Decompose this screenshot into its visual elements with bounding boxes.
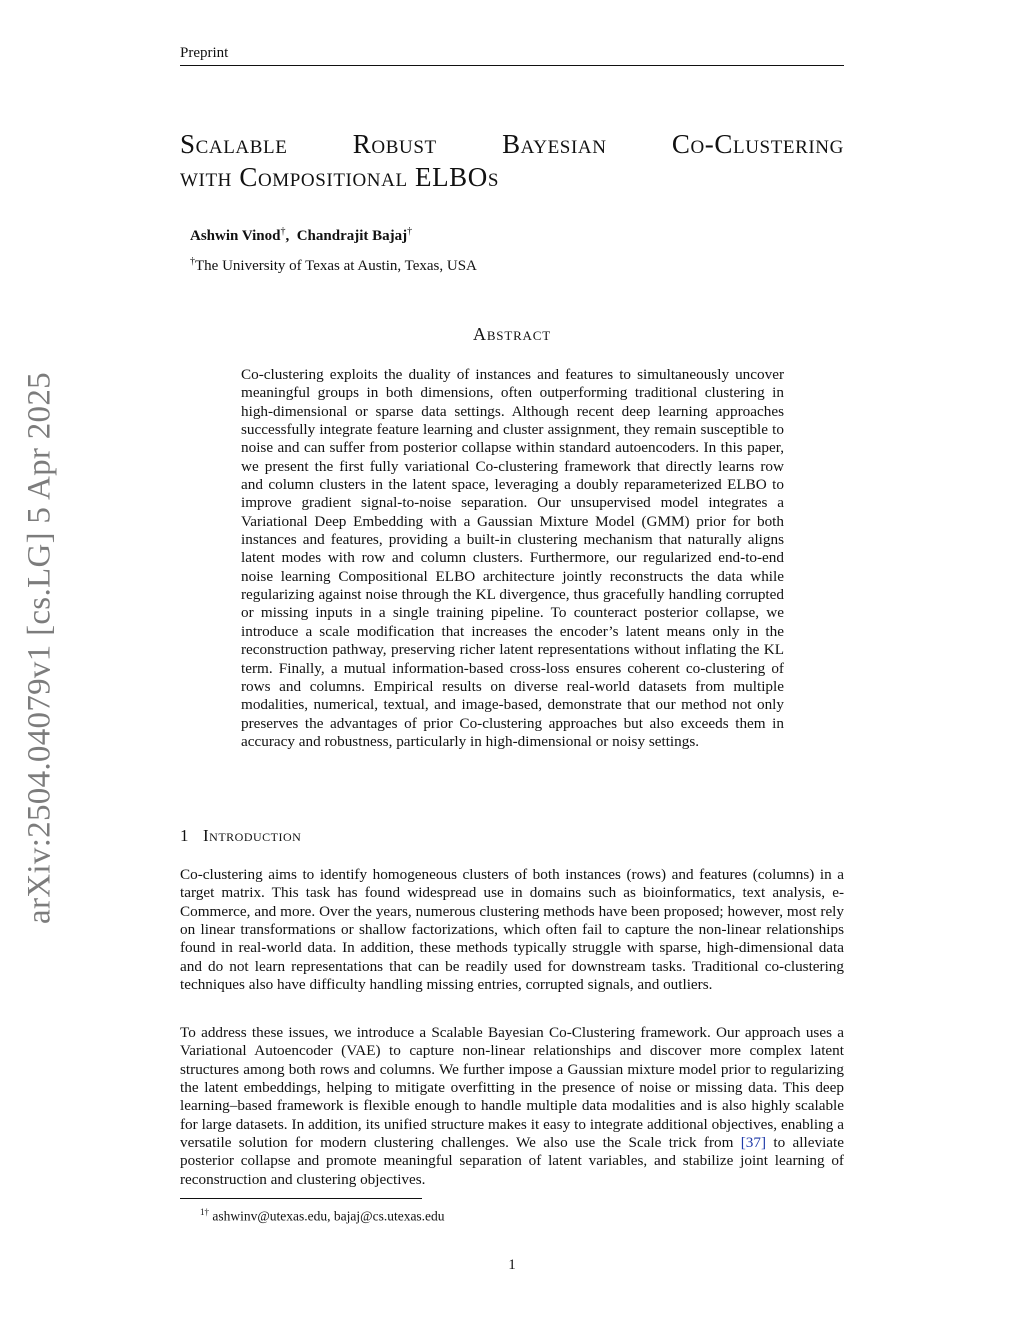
- affiliation: [190, 256, 477, 275]
- paragraph-text: To address these issues, we introduce a Scalable Bayesian Co-Clustering framework. Our approach uses a Variational Autoencoder (VAE) to capture non-linear relationships and discover more complex latent structures among both rows and columns. We further impose a Gaussian mixture model prior to regularizing the latent embeddings, helping to mitigate overfitting in the presence of noise or missing data. This deep learning–based framework is flexible enough to handle multiple data modalities and is also highly scalable for large datasets. In addition, its unified structure makes it easy to integrate additional objectives, enabling a versatile solution for modern clustering challenges. We also use the Scale trick from: [180, 1024, 844, 1152]
- affiliation-mark: †: [280, 226, 286, 237]
- affiliation-mark: †: [407, 226, 413, 237]
- footnote-mark: 1†: [200, 1207, 209, 1217]
- title-word: Scalable: [180, 129, 288, 159]
- abstract-heading: Abstract: [473, 324, 551, 344]
- title-line-1: [180, 128, 844, 161]
- paragraph: Co-clustering aims to identify homogeneous clusters of both instances (rows) and features (columns) in a target matrix. This task has found widespread use in domains such as bioinformatics, text analysis, e-Commerce, and more. Over the years, numerous clustering methods have been proposed; however, most rely on linear transformations or shallow factorizations, which often fail to capture the non-linear relationships found in real-world data. In addition, these methods typically struggle with sparse, high-dimensional data and do not learn representations that can be readily used for downstream tasks. Traditional co-clustering techniques also have difficulty handling missing entries, corrupted signals, and outliers.: [180, 866, 844, 994]
- author-name: Chandrajit Bajaj: [296, 228, 408, 244]
- paragraph: [180, 1024, 844, 1189]
- affiliation-text: The University of Texas at Austin, Texas, USA: [195, 258, 477, 274]
- author-name: Ashwin Vinod: [190, 228, 281, 244]
- paper-title: [180, 128, 844, 194]
- footnote-text: ashwinv@utexas.edu, bajaj@cs.utexas.edu: [212, 1208, 445, 1224]
- title-word: Robust: [352, 129, 437, 159]
- paragraph-text: to alleviate posterior collapse and promote meaningful separation of latent variables, and stabilize joint learning of reconstruction and clustering objectives.: [180, 1134, 844, 1188]
- citation-link[interactable]: [37]: [740, 1134, 767, 1152]
- running-header: Preprint: [180, 44, 844, 66]
- section-title: Introduction: [203, 826, 302, 845]
- arxiv-side-stamp: arXiv:2504.04079v1 [cs.LG] 5 Apr 2025: [21, 372, 58, 924]
- footnote-divider: [180, 1198, 422, 1199]
- title-word: Co-Clustering: [671, 129, 844, 159]
- page-number: 1: [508, 1257, 516, 1273]
- abstract-body: Co-clustering exploits the duality of instances and features to simultaneously uncover meaningful groups in both dimensions, often outperforming traditional clustering in high-dimensional or sparse data settings. Although recent deep learning approaches successfully integrate feature learning and cluster assignment, they remain susceptible to noise and can suffer from posterior collapse within standard autoencoders. In this paper, we present the first fully variational Co-clustering framework that directly learns row and column clusters in the latent space, leveraging a doubly reparameterized ELBO to improve gradient signal-to-noise separation. Our unsupervised model integrates a Variational Deep Embedding with a Gaussian Mixture Model (GMM) prior for both instances and features, providing a built-in clustering mechanism that naturally aligns latent modes with row and column clusters. Furthermore, our regularized end-to-end noise learning Compositional ELBO architecture jointly reconstructs the data while regularizing against noise through the KL divergence, thus gracefully handling corrupted or missing inputs in a single training pipeline. To counteract posterior collapse, we introduce a scale modification that increases the encoder’s latent means only in the reconstruction pathway, preserving richer latent representations without inflating the KL term. Finally, a mutual information-based cross-loss ensures coherent co-clustering of rows and columns. Empirical results on diverse real-world datasets from multiple modalities, numerical, textual, and image-based, demonstrate that our method not only preserves the advantages of prior Co-clustering approaches but also exceeds them in accuracy and robustness, particularly in high-dimensional or noisy settings.: [241, 366, 784, 750]
- section-number: 1: [180, 826, 189, 845]
- title-line-2: with Compositional ELBOs: [180, 162, 500, 192]
- title-word: Bayesian: [502, 129, 607, 159]
- author-separator: ,: [285, 228, 290, 244]
- section-heading: [180, 826, 301, 846]
- affiliation-mark: †: [190, 256, 195, 267]
- author-list: [190, 226, 412, 245]
- footnote: [200, 1207, 445, 1225]
